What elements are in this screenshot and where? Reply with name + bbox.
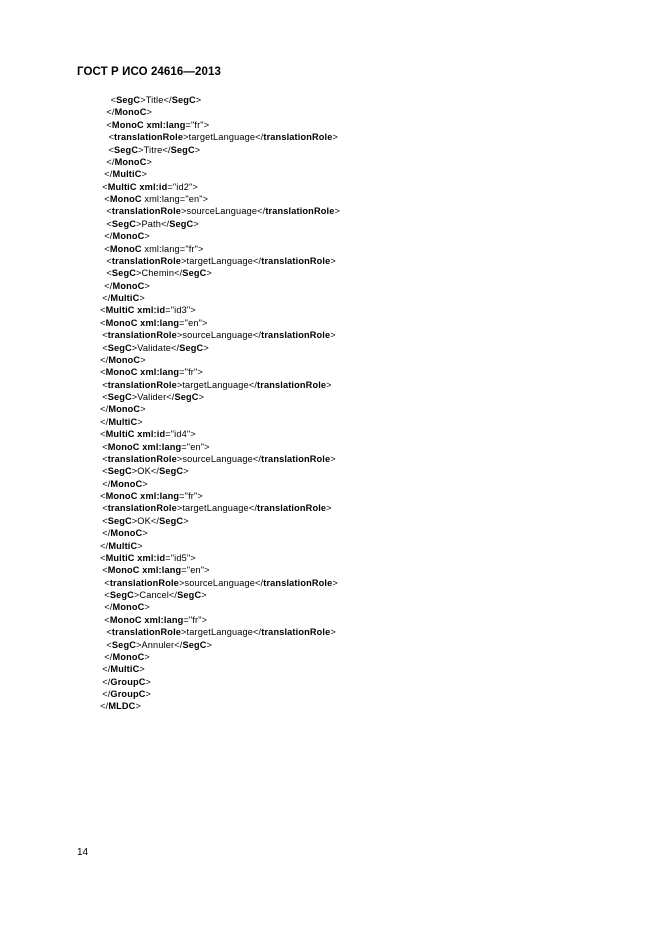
xml-text: >: [144, 602, 150, 613]
page-number: 14: [77, 847, 89, 858]
xml-text: >Chemin</: [136, 268, 183, 279]
xml-text: <: [106, 255, 112, 266]
xml-element-name: SegC: [107, 342, 132, 353]
xml-text: >: [203, 342, 209, 353]
xml-line: [0, 441, 661, 453]
xml-element-name: translationRole: [261, 330, 331, 341]
xml-line: [0, 255, 661, 267]
xml-line: [0, 181, 661, 193]
xml-line: [0, 193, 661, 205]
xml-element-name: MonoC xml:lang: [105, 367, 180, 378]
xml-code-listing: [0, 94, 661, 713]
xml-line: [0, 94, 661, 106]
xml-text: <: [100, 317, 106, 328]
xml-text: >targetLanguage</: [181, 627, 262, 638]
xml-element-name: SegC: [111, 639, 136, 650]
xml-element-name: MultiC: [108, 416, 138, 427]
xml-line: [0, 465, 661, 477]
xml-line: [0, 218, 661, 230]
xml-text: <: [100, 305, 106, 316]
xml-text: >Validate</: [131, 342, 180, 353]
xml-text: </: [102, 528, 111, 539]
xml-text: <: [104, 194, 110, 204]
xml-text: >sourceLanguage</: [178, 577, 264, 588]
xml-element-name: MonoC: [108, 354, 141, 365]
xml-text: >Path</: [136, 218, 170, 229]
xml-text: <: [110, 95, 117, 105]
xml-element-name: SegC: [182, 639, 207, 650]
xml-element-name: MultiC xml:id: [105, 429, 166, 440]
xml-text: ="en">: [181, 565, 210, 576]
xml-element-name: SegC: [177, 590, 202, 600]
xml-line: [0, 688, 661, 700]
xml-text: >: [198, 392, 205, 402]
xml-element-name: MonoC xml:lang: [107, 565, 182, 576]
xml-text: ="en">: [179, 317, 208, 328]
xml-line: [0, 502, 661, 514]
xml-text: xml:lang="fr">: [141, 243, 204, 254]
xml-line: [0, 366, 661, 378]
xml-text: >: [144, 280, 150, 291]
xml-text: >: [206, 268, 212, 279]
xml-element-name: MonoC xml:lang: [109, 614, 184, 625]
xml-line: [0, 391, 661, 403]
xml-element-name: translationRole: [257, 379, 327, 390]
xml-line: [0, 453, 661, 465]
xml-element-name: MonoC xml:lang: [107, 441, 182, 452]
xml-line: [0, 478, 661, 490]
xml-text: >Title</: [140, 95, 172, 105]
xml-element-name: translationRole: [109, 577, 179, 588]
xml-text: ="fr">: [179, 491, 203, 501]
xml-element-name: MLDC: [108, 701, 136, 712]
xml-text: >: [146, 107, 152, 118]
xml-element-name: translationRole: [257, 503, 327, 514]
xml-text: >: [183, 466, 189, 477]
xml-text: </: [104, 651, 113, 662]
xml-text: <: [106, 639, 112, 650]
xml-line: [0, 342, 661, 354]
xml-text: </: [104, 602, 113, 613]
xml-text: >: [330, 627, 336, 638]
xml-text: >: [145, 689, 152, 699]
xml-text: >: [144, 231, 150, 242]
xml-text: >: [146, 156, 152, 167]
xml-element-name: translationRole: [111, 627, 182, 638]
xml-element-name: GroupC: [110, 689, 146, 699]
xml-text: >targetLanguage</: [183, 132, 264, 143]
xml-element-name: SegC: [107, 515, 132, 526]
xml-text: <: [102, 466, 108, 477]
xml-element-name: SegC: [159, 515, 184, 526]
xml-text: <: [100, 491, 106, 501]
xml-text: >sourceLanguage</: [176, 330, 262, 341]
xml-element-name: MonoC: [110, 528, 143, 539]
xml-text: <: [100, 552, 106, 563]
xml-text: >: [334, 206, 340, 217]
xml-element-name: MonoC: [110, 478, 143, 489]
xml-line: [0, 119, 661, 131]
xml-element-name: SegC: [170, 144, 195, 155]
xml-text: >sourceLanguage</: [176, 453, 262, 464]
xml-line: [0, 490, 661, 502]
xml-element-name: MonoC: [114, 156, 147, 167]
xml-text: >: [142, 478, 148, 489]
xml-element-name: translationRole: [263, 577, 333, 588]
xml-line: [0, 552, 661, 564]
xml-line: [0, 527, 661, 539]
xml-text: >sourceLanguage</: [181, 206, 266, 217]
xml-text: </: [100, 404, 109, 415]
xml-text: </: [100, 416, 109, 427]
xml-text: </: [100, 540, 109, 551]
xml-text: ="id2">: [167, 181, 198, 192]
xml-line: [0, 614, 661, 626]
xml-line: [0, 168, 661, 180]
xml-element-name: translationRole: [107, 330, 177, 341]
xml-text: <: [104, 577, 110, 588]
xml-text: >: [206, 639, 213, 650]
xml-text: <: [102, 441, 108, 452]
xml-element-name: SegC: [111, 218, 136, 229]
xml-text: ="id3">: [165, 305, 196, 316]
xml-text: ="fr">: [185, 119, 210, 130]
xml-element-name: SegC: [179, 342, 204, 353]
xml-line: [0, 700, 661, 712]
xml-element-name: SegC: [116, 95, 141, 105]
xml-line: [0, 354, 661, 366]
xml-line: [0, 416, 661, 428]
xml-text: >: [144, 651, 150, 662]
xml-line: [0, 230, 661, 242]
xml-text: <: [106, 206, 112, 217]
xml-text: <: [102, 392, 108, 402]
xml-line: [0, 205, 661, 217]
xml-text: >: [201, 590, 207, 600]
xml-element-name: MonoC xml:lang: [105, 491, 180, 501]
xml-text: >: [135, 701, 141, 712]
xml-element-name: translationRole: [107, 503, 177, 514]
xml-line: [0, 601, 661, 613]
xml-element-name: MultiC xml:id: [107, 181, 168, 192]
xml-text: <: [108, 132, 115, 143]
xml-element-name: translationRole: [261, 627, 331, 638]
xml-text: <: [106, 268, 112, 279]
xml-line: [0, 651, 661, 663]
xml-text: >: [332, 577, 338, 588]
xml-text: <: [108, 144, 115, 155]
xml-text: >: [330, 453, 336, 464]
xml-line: [0, 589, 661, 601]
xml-text: >: [326, 379, 332, 390]
xml-text: <: [104, 243, 110, 254]
xml-text: <: [102, 342, 108, 353]
xml-text: </: [106, 107, 115, 118]
xml-element-name: MonoC xml:lang: [105, 317, 180, 328]
xml-text: >: [195, 95, 202, 105]
xml-text: >: [142, 528, 148, 539]
xml-text: </: [104, 280, 113, 291]
xml-text: >: [141, 169, 147, 180]
xml-line: [0, 626, 661, 638]
xml-text: <: [102, 181, 108, 192]
xml-element-name: MonoC: [114, 107, 147, 118]
xml-element-name: SegC: [169, 218, 194, 229]
xml-element-name: MultiC xml:id: [105, 552, 166, 563]
xml-line: [0, 564, 661, 576]
xml-element-name: translationRole: [111, 255, 182, 266]
xml-text: <: [102, 565, 108, 576]
xml-text: >targetLanguage</: [181, 255, 262, 266]
xml-text: ="fr">: [183, 614, 208, 625]
xml-text: </: [102, 293, 111, 303]
xml-text: >Annuler</: [136, 639, 183, 650]
xml-line: [0, 317, 661, 329]
xml-line: [0, 304, 661, 316]
xml-element-name: MonoC: [112, 280, 145, 291]
xml-text: </: [100, 354, 109, 365]
xml-line: [0, 280, 661, 292]
xml-line: [0, 267, 661, 279]
xml-text: >Titre</: [138, 144, 171, 155]
xml-element-name: SegC: [111, 268, 136, 279]
xml-element-name: MultiC: [108, 540, 138, 551]
xml-element-name: translationRole: [107, 453, 177, 464]
xml-line: [0, 131, 661, 143]
xml-text: >targetLanguage</: [176, 503, 258, 514]
xml-text: >: [139, 293, 145, 303]
xml-element-name: MonoC: [112, 231, 145, 242]
xml-line: [0, 106, 661, 118]
xml-text: <: [106, 218, 112, 229]
xml-element-name: GroupC: [110, 676, 146, 687]
xml-element-name: MonoC xml:lang: [111, 119, 186, 130]
xml-text: <: [106, 627, 112, 638]
xml-element-name: MonoC: [109, 194, 142, 204]
xml-element-name: MultiC: [110, 664, 140, 675]
xml-text: </: [106, 156, 115, 167]
xml-text: >Cancel</: [133, 590, 178, 600]
xml-element-name: MultiC xml:id: [105, 305, 166, 316]
xml-text: <: [102, 330, 108, 341]
xml-line: [0, 515, 661, 527]
xml-text: </: [102, 478, 111, 489]
xml-line: [0, 156, 661, 168]
xml-text: >Valider</: [131, 392, 175, 402]
xml-element-name: SegC: [174, 392, 199, 402]
xml-text: >: [330, 255, 336, 266]
xml-text: <: [106, 119, 112, 130]
xml-text: ="fr">: [179, 367, 203, 378]
xml-text: >: [137, 540, 143, 551]
xml-text: >: [183, 515, 189, 526]
xml-element-name: translationRole: [261, 453, 331, 464]
xml-element-name: MonoC: [109, 243, 142, 254]
xml-text: >: [326, 503, 332, 514]
xml-text: >: [193, 218, 199, 229]
xml-text: >: [332, 132, 338, 143]
xml-line: [0, 428, 661, 440]
xml-text: <: [100, 429, 106, 440]
xml-text: </: [102, 676, 111, 687]
xml-element-name: SegC: [182, 268, 207, 279]
xml-text: <: [104, 590, 110, 600]
xml-text: >: [330, 330, 336, 341]
xml-text: <: [102, 515, 108, 526]
xml-element-name: MultiC: [112, 169, 142, 180]
xml-text: ="id4">: [165, 429, 196, 440]
xml-line: [0, 403, 661, 415]
xml-element-name: SegC: [109, 590, 134, 600]
xml-text: >: [194, 144, 201, 155]
xml-text: >OK</: [131, 515, 160, 526]
xml-text: <: [102, 453, 108, 464]
xml-element-name: SegC: [107, 466, 132, 477]
xml-text: >: [145, 676, 152, 687]
xml-text: </: [102, 664, 111, 675]
xml-line: [0, 292, 661, 304]
xml-element-name: MonoC: [112, 651, 145, 662]
page-header: ГОСТ Р ИСО 24616—2013: [77, 66, 222, 78]
xml-element-name: translationRole: [107, 379, 177, 390]
xml-text: </: [104, 231, 113, 242]
xml-line: [0, 329, 661, 341]
xml-text: </: [102, 689, 111, 699]
xml-text: >: [140, 354, 146, 365]
xml-text: xml:lang="en">: [141, 194, 209, 204]
xml-text: <: [100, 367, 106, 378]
xml-element-name: SegC: [114, 144, 139, 155]
xml-line: [0, 663, 661, 675]
xml-text: <: [102, 379, 108, 390]
xml-element-name: SegC: [107, 392, 132, 402]
xml-element-name: translationRole: [114, 132, 184, 143]
xml-line: [0, 144, 661, 156]
xml-text: <: [104, 614, 110, 625]
xml-line: [0, 577, 661, 589]
xml-element-name: translationRole: [261, 255, 331, 266]
xml-text: </: [100, 701, 109, 712]
xml-text: >OK</: [131, 466, 160, 477]
xml-element-name: translationRole: [111, 206, 182, 217]
xml-element-name: MultiC: [110, 293, 140, 303]
xml-text: >: [139, 664, 145, 675]
xml-text: <: [102, 503, 108, 514]
xml-text: ="en">: [181, 441, 210, 452]
xml-element-name: translationRole: [263, 132, 333, 143]
xml-line: [0, 639, 661, 651]
xml-line: [0, 379, 661, 391]
xml-element-name: SegC: [159, 466, 184, 477]
xml-line: [0, 540, 661, 552]
xml-text: >: [140, 404, 146, 415]
xml-text: >targetLanguage</: [176, 379, 258, 390]
xml-line: [0, 676, 661, 688]
xml-text: >: [137, 416, 143, 427]
xml-text: ="id5">: [165, 552, 196, 563]
xml-element-name: translationRole: [265, 206, 335, 217]
xml-text: </: [104, 169, 113, 180]
xml-element-name: SegC: [171, 95, 196, 105]
xml-element-name: MonoC: [108, 404, 141, 415]
xml-element-name: MonoC: [112, 602, 145, 613]
xml-line: [0, 243, 661, 255]
